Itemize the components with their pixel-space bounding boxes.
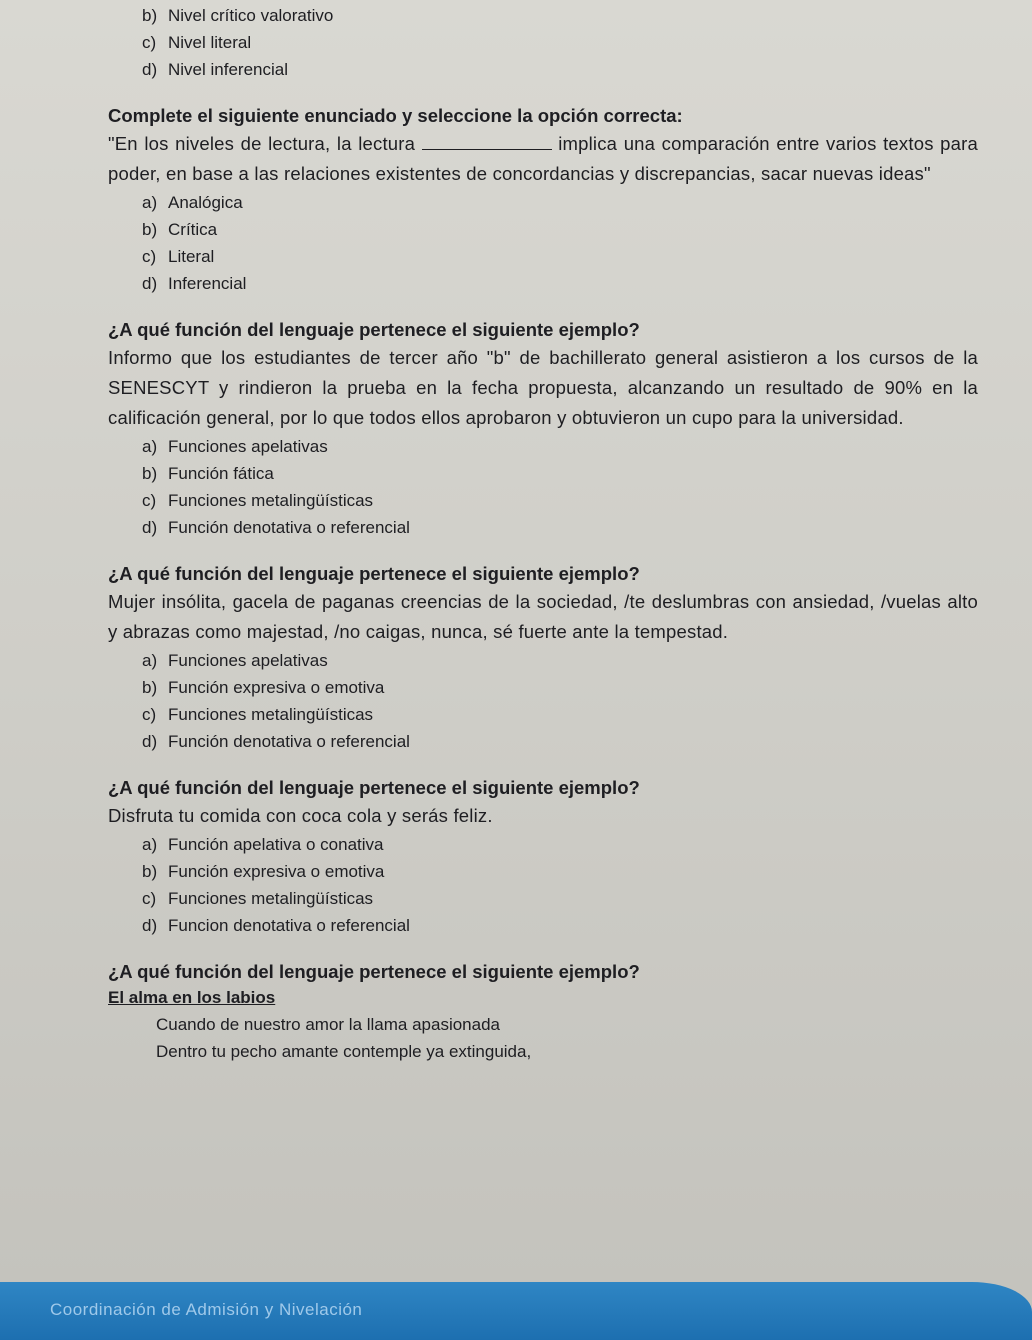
question-prompt: Complete el siguiente enunciado y seleccione la opción correcta: (108, 105, 683, 126)
option: c) Literal (142, 247, 215, 266)
poem-line: Cuando de nuestro amor la llama apasionada (156, 1015, 501, 1034)
fill-blank (422, 135, 552, 150)
option: a) Función apelativa o conativa (142, 835, 384, 854)
question-title: ¿A qué función del lenguaje pertenece el siguiente ejemplo? (108, 563, 640, 584)
option: a) Funciones apelativas (142, 651, 328, 670)
question-example: Informo que los estudiantes de tercer año "b" de bachillerato general asistieron a los cursos de la SENESCYT y rindieron la prueba en la fecha propuesta, alcanzando un resultado de 90% en la calificación general, por lo que todos ellos aprobaron y obtuvieron un cupo para la universidad. (108, 347, 978, 428)
question-1 (108, 103, 978, 297)
footer-bar (0, 1282, 1032, 1340)
option: b) Nivel crítico valorativo (142, 6, 334, 25)
option: a) Analógica (142, 193, 243, 212)
exam-content (108, 2, 978, 1065)
question-statement: "En los niveles de lectura, la lectura implica una comparación entre varios textos para poder, en base a las relaciones existentes de concordancias y discrepancias, sacar nuevas ideas" (108, 133, 978, 184)
option: c) Funciones metalingüísticas (142, 491, 374, 510)
option: d) Función denotativa o referencial (142, 518, 410, 537)
question-4 (108, 775, 978, 939)
question-3 (108, 561, 978, 755)
option: b) Función expresiva o emotiva (142, 862, 385, 881)
option: d) Función denotativa o referencial (142, 732, 410, 751)
option: a) Funciones apelativas (142, 437, 328, 456)
top-options (108, 2, 978, 83)
question-2 (108, 317, 978, 541)
option: b) Crítica (142, 220, 218, 239)
option: c) Funciones metalingüísticas (142, 889, 374, 908)
option: c) Nivel literal (142, 33, 252, 52)
option: c) Funciones metalingüísticas (142, 705, 374, 724)
footer-text: Coordinación de Admisión y Nivelación (50, 1300, 363, 1319)
option: d) Inferencial (142, 274, 247, 293)
option: b) Función expresiva o emotiva (142, 678, 385, 697)
question-5 (108, 959, 978, 1065)
question-title: ¿A qué función del lenguaje pertenece el siguiente ejemplo? (108, 777, 640, 798)
option: d) Nivel inferencial (142, 60, 288, 79)
question-example: Mujer insólita, gacela de paganas creencias de la sociedad, /te deslumbras con ansiedad, /vuelas alto y abrazas como majestad, /no caigas, nunca, sé fuerte ante la tempestad. (108, 591, 978, 642)
option: b) Función fática (142, 464, 274, 483)
question-example: Disfruta tu comida con coca cola y serás feliz. (108, 805, 493, 826)
option: d) Funcion denotativa o referencial (142, 916, 410, 935)
question-title: ¿A qué función del lenguaje pertenece el siguiente ejemplo? (108, 961, 640, 982)
question-title: ¿A qué función del lenguaje pertenece el siguiente ejemplo? (108, 319, 640, 340)
poem-line: Dentro tu pecho amante contemple ya extinguida, (156, 1042, 532, 1061)
poem-title: El alma en los labios (108, 988, 276, 1007)
